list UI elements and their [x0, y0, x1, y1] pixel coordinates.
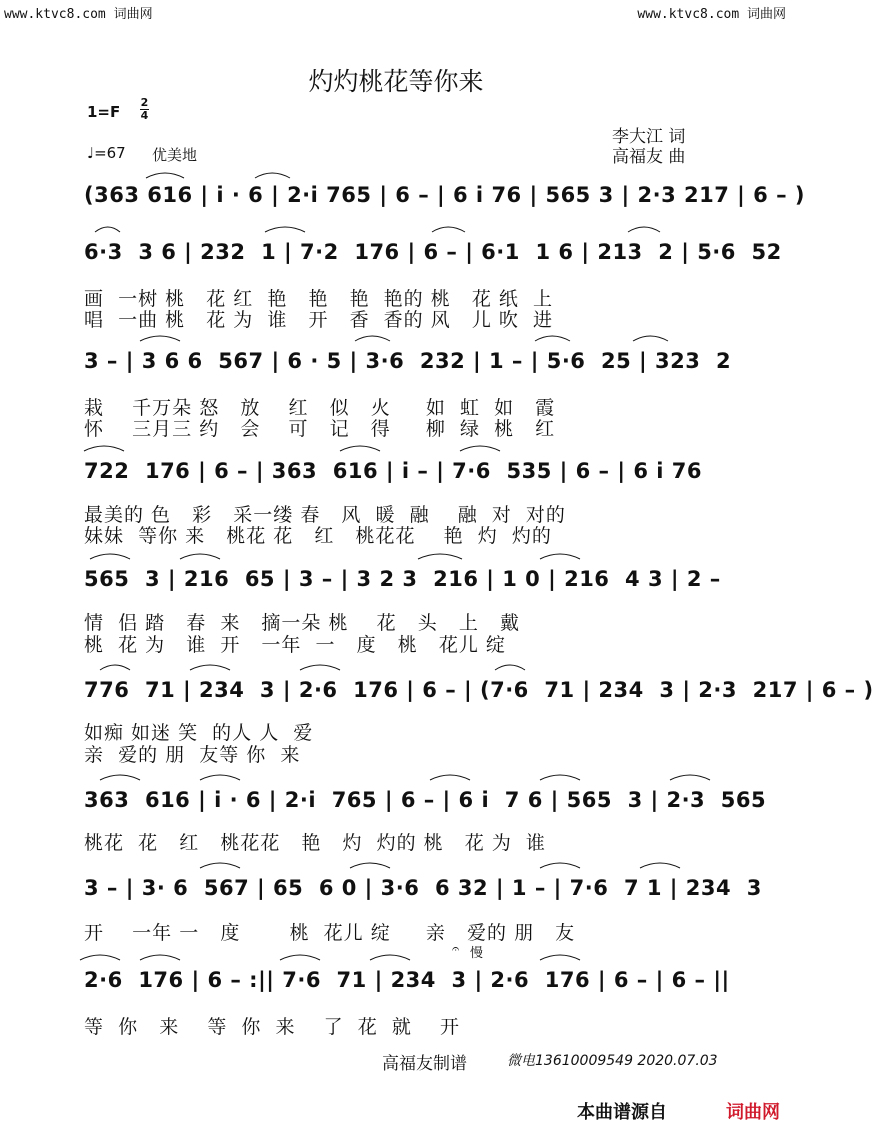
- time-top: 2: [140, 96, 149, 109]
- fermata-icon: 𝄐: [452, 942, 460, 957]
- lyrics-line-6a: 如痴 如迷 笑 的人 人 爱: [84, 722, 314, 744]
- lyrics-line-6b: 亲 爱的 朋 友等 你 来: [84, 744, 301, 766]
- watermark-right: www.ktvc8.com 词曲网: [637, 7, 786, 22]
- song-title: 灼灼桃花等你来: [308, 67, 484, 96]
- score-line-9: 2·6 176 | 6 – :|| 7·6 71 | 234 3 | 2·6 176 | 6 – | 6 – ||: [84, 968, 730, 992]
- lyrics-line-2a: 画 一树 桃 花 红 艳 艳 艳 艳的 桃 花 纸 上: [84, 288, 553, 310]
- key-signature: 1=F: [87, 103, 121, 121]
- score-line-6: 776 71 | 234 3 | 2·6 176 | 6 – | (7·6 71 | 234 3 | 2·3 217 | 6 – ): [84, 678, 874, 702]
- tempo-mark: ♩=67: [87, 144, 126, 162]
- site-logo[interactable]: 词曲网: [726, 1102, 780, 1123]
- contact-info: 微电13610009549 2020.07.03: [507, 1053, 718, 1069]
- lyrics-line-7a: 桃花 花 红 桃花花 艳 灼 灼的 桃 花 为 谁: [84, 832, 546, 854]
- watermark-left: www.ktvc8.com 词曲网: [4, 7, 153, 22]
- lyrics-line-2b: 唱 一曲 桃 花 为 谁 开 香 香的 风 儿 吹 进: [84, 309, 553, 331]
- composer-credit: 高福友 曲: [612, 147, 686, 167]
- score-line-5: 565 3 | 216 65 | 3 – | 3 2 3 216 | 1 0 | 216 4 3 | 2 –: [84, 567, 721, 591]
- score-line-2: 6·3 3 6 | 232 1 | 7·2 176 | 6 – | 6·1 1 6 | 213 2 | 5·6 52: [84, 240, 782, 264]
- lyrics-line-5b: 桃 花 为 谁 开 一年 一 度 桃 花儿 绽: [84, 634, 506, 656]
- lyrics-line-8a: 开 一年 一 度 桃 花儿 绽 亲 爱的 朋 友: [84, 922, 576, 944]
- score-line-4: 722 176 | 6 – | 363 616 | i – | 7·6 535 | 6 – | 6 i 76: [84, 459, 703, 483]
- score-line-3: 3 – | 3 6 6 567 | 6 · 5 | 3·6 232 | 1 – | 5·6 25 | 323 2: [84, 349, 732, 373]
- lyricist-credit: 李大江 词: [612, 127, 686, 147]
- lyrics-line-3b: 怀 三月三 约 会 可 记 得 柳 绿 桃 红: [84, 418, 556, 440]
- lyrics-line-4b: 妹妹 等你 来 桃花 花 红 桃花花 艳 灼 灼的: [84, 525, 552, 547]
- expression-mark: 优美地: [152, 146, 198, 164]
- time-bottom: 4: [140, 109, 149, 122]
- lyrics-line-4a: 最美的 色 彩 采一缕 春 风 暖 融 融 对 对的: [84, 504, 566, 526]
- source-text: 本曲谱源自: [577, 1102, 667, 1123]
- score-line-1: (363 616 | i · 6 | 2·i 765 | 6 – | 6 i 76 | 565 3 | 2·3 217 | 6 – ): [84, 183, 805, 207]
- score-maker: 高福友制谱: [382, 1054, 467, 1074]
- score-line-7: 363 616 | i · 6 | 2·i 765 | 6 – | 6 i 7 6 | 565 3 | 2·3 565: [84, 788, 767, 812]
- slow-mark: 慢: [470, 946, 484, 961]
- score-line-8: 3 – | 3· 6 567 | 65 6 0 | 3·6 6 32 | 1 – | 7·6 7 1 | 234 3: [84, 876, 762, 900]
- lyrics-line-5a: 情 侣 踏 春 来 摘一朵 桃 花 头 上 戴: [84, 612, 520, 634]
- lyrics-line-3a: 栽 千万朵 怒 放 红 似 火 如 虹 如 霞: [84, 397, 556, 419]
- lyrics-line-9a: 等 你 来 等 你 来 了 花 就 开: [84, 1016, 460, 1038]
